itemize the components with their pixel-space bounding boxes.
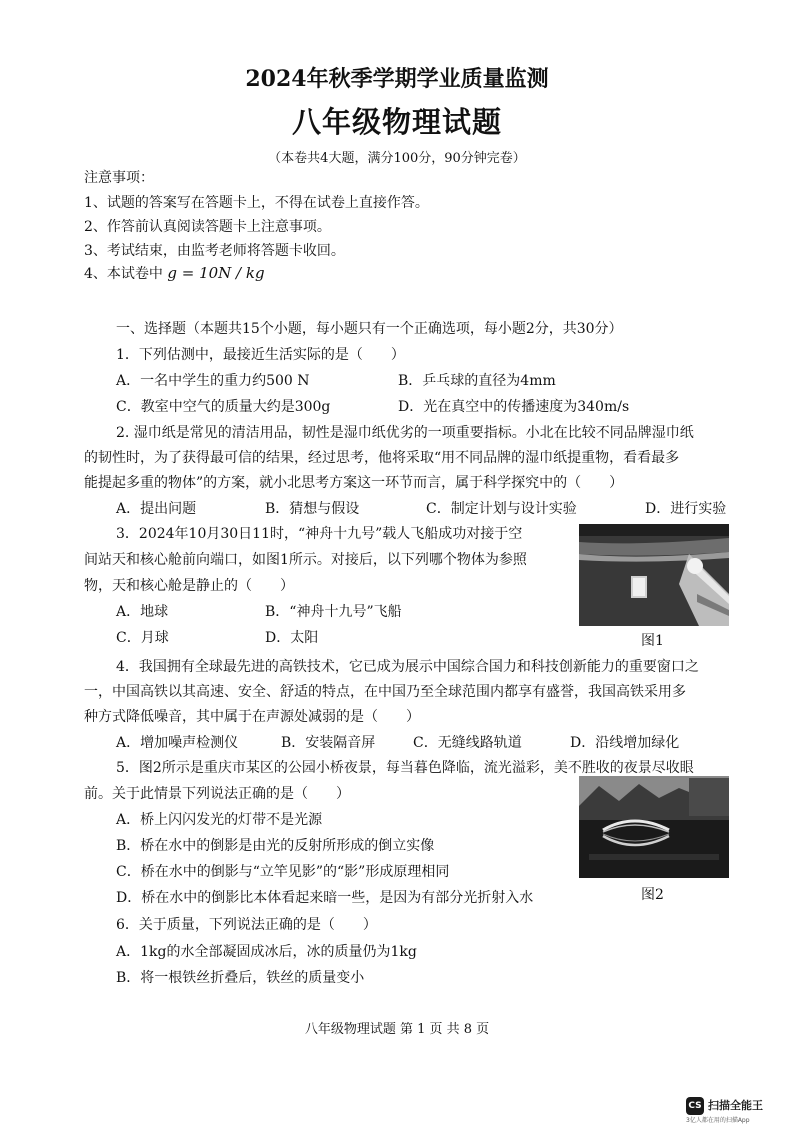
notice-item: 1、试题的答案写在答题卡上，不得在试卷上直接作答。 (84, 195, 429, 211)
option-b: B．安装隔音屏 (281, 735, 376, 751)
option-a: A．提出问题 (116, 501, 197, 517)
question-text: 2. 湿巾纸是常见的清洁用品，韧性是湿巾纸优劣的一项重要指标。小北在比较不同品牌湿巾纸 (116, 425, 694, 441)
notice-item: 2、作答前认真阅读答题卡上注意事项。 (84, 219, 331, 235)
option-c: C．无缝线路轨道 (413, 735, 522, 751)
option-a: A．地球 (116, 604, 169, 620)
option-a: A．增加噪声检测仪 (116, 735, 239, 751)
option-d: D．太阳 (265, 630, 319, 646)
question-text: 一，中国高铁以其高速、安全、舒适的特点，在中国乃至全球范围内都享有盛誉，我国高铁采用多 (84, 684, 686, 700)
option-b: B．桥在水中的倒影是由光的反射所形成的倒立实像 (116, 838, 435, 854)
option-b: B．猜想与假设 (265, 501, 360, 517)
option-c: C．教室中空气的质量大约是300g (116, 399, 331, 415)
question-text: 5．图2所示是重庆市某区的公园小桥夜景，每当暮色降临，流光溢彩，美不胜收的夜景尽收眼 (116, 760, 694, 776)
option-d: D．沿线增加绿化 (570, 735, 680, 751)
option-d: D．桥在水中的倒影比本体看起来暗一些，是因为有部分光折射入水 (116, 890, 534, 906)
option-b: B．“神舟十九号”飞船 (265, 604, 402, 620)
option-b: B．将一根铁丝折叠后，铁丝的质量变小 (116, 970, 365, 986)
question-text: 间站天和核心舱前向端口，如图1所示。对接后，以下列哪个物体为参照 (84, 552, 527, 568)
watermark-tagline: 3亿人都在用的扫描App (686, 1117, 750, 1124)
question-stem: 6．关于质量，下列说法正确的是（ ） (116, 917, 377, 933)
figure-1-caption: 图1 (641, 633, 664, 649)
notice-item: 3、考试结束，由监考老师将答题卡收回。 (84, 243, 345, 259)
notice-item-text: 4、本试卷中 (84, 266, 163, 282)
option-c: C．桥在水中的倒影与“立竿见影”的“影”形成原理相同 (116, 864, 450, 880)
question-text: 4．我国拥有全球最先进的高铁技术，它已成为展示中国综合国力和科技创新能力的重要窗口之 (116, 659, 699, 675)
figure-2-bridge-photo (579, 776, 729, 878)
question-text: 前。关于此情景下列说法正确的是（ ） (84, 786, 350, 802)
exam-title: 2024年秋季学期学业质量监测 (245, 66, 549, 92)
subject-title: 八年级物理试题 (291, 105, 502, 139)
figure-2-caption: 图2 (641, 887, 664, 903)
section-heading: 一、选择题（本题共15个小题，每小题只有一个正确选项，每小题2分，共30分） (116, 321, 623, 337)
notice-heading: 注意事项： (84, 170, 154, 186)
option-c: C．月球 (116, 630, 169, 646)
page-footer: 八年级物理试题 第 1 页 共 8 页 (304, 1022, 490, 1037)
question-stem: 1．下列估测中，最接近生活实际的是（ ） (116, 347, 405, 363)
question-text: 能提起多重的物体”的方案，就小北思考方案这一环节而言，属于科学探究中的（ ） (84, 475, 624, 491)
option-c: C．制定计划与设计实验 (426, 501, 577, 517)
option-d: D．进行实验 (645, 501, 727, 517)
question-text: 种方式降低噪音，其中属于在声源处减弱的是（ ） (84, 709, 420, 725)
option-b: B．乒乓球的直径为4mm (398, 373, 556, 389)
question-text: 3．2024年10月30日11时，“神舟十九号”载人飞船成功对接于空 (116, 526, 523, 542)
option-a: A．1kg的水全部凝固成冰后，冰的质量仍为1kg (116, 944, 417, 960)
watermark-brand: 扫描全能王 (708, 1099, 763, 1112)
notice-item (84, 263, 265, 283)
option-d: D．光在真空中的传播速度为340m/s (398, 399, 630, 415)
camscanner-logo-icon: CS (686, 1097, 704, 1115)
exam-subtitle: （本卷共4大题，满分100分，90分钟完卷） (268, 151, 526, 166)
option-a: A．桥上闪闪发光的灯带不是光源 (116, 812, 323, 828)
question-text: 物，天和核心舱是静止的（ ） (84, 578, 294, 594)
option-a: A．一名中学生的重力约500 N (116, 373, 310, 389)
gravity-formula: g = 10N / kg (167, 264, 265, 282)
figure-1-docking-photo (579, 524, 729, 626)
question-text: 的韧性时，为了获得最可信的结果，经过思考，他将采取“用不同品牌的湿巾纸提重物，看看最多 (84, 450, 680, 466)
